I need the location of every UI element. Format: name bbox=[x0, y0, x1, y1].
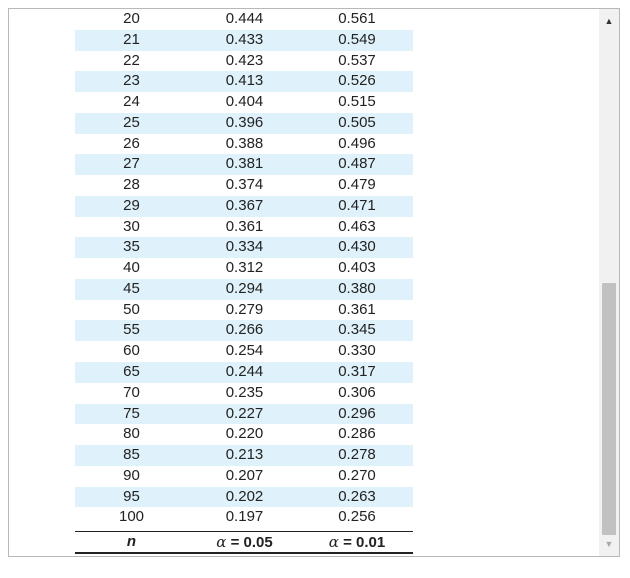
cell-alpha-005: 0.279 bbox=[225, 300, 264, 318]
cell-n: 40 bbox=[123, 259, 140, 277]
table-row bbox=[75, 507, 413, 528]
cell-alpha-005: 0.388 bbox=[225, 134, 264, 152]
table-row bbox=[75, 445, 413, 466]
table-row bbox=[75, 404, 413, 425]
cell-alpha-005: 0.381 bbox=[225, 155, 264, 173]
table-row bbox=[75, 466, 413, 487]
cell-alpha-005: 0.396 bbox=[225, 113, 264, 131]
cell-alpha-005: 0.413 bbox=[225, 72, 264, 90]
scrollbar-thumb[interactable] bbox=[602, 283, 616, 535]
critical-values-table bbox=[75, 9, 413, 554]
cell-alpha-005: 0.213 bbox=[225, 446, 264, 464]
vertical-scrollbar[interactable] bbox=[599, 9, 619, 556]
cell-alpha-005: 0.444 bbox=[225, 10, 264, 27]
cell-n: 25 bbox=[123, 113, 140, 131]
cell-alpha-001: 0.549 bbox=[338, 30, 376, 48]
cell-n: 90 bbox=[123, 466, 140, 484]
header-alpha-005 bbox=[188, 532, 301, 553]
table-row bbox=[75, 134, 413, 155]
cell-n: 26 bbox=[123, 134, 140, 152]
cell-n: 30 bbox=[123, 217, 140, 235]
table-row bbox=[75, 154, 413, 175]
table-row bbox=[75, 362, 413, 383]
cell-alpha-005: 0.361 bbox=[225, 217, 264, 235]
triangle-down-icon[interactable]: ▼ bbox=[604, 539, 614, 549]
cell-alpha-001: 0.471 bbox=[338, 196, 376, 214]
table-row bbox=[75, 300, 413, 321]
cell-alpha-005: 0.254 bbox=[225, 342, 264, 360]
cell-alpha-001: 0.403 bbox=[338, 259, 376, 277]
cell-n: 35 bbox=[123, 238, 140, 256]
cell-n: 29 bbox=[123, 196, 140, 214]
cell-n: 20 bbox=[123, 10, 140, 27]
cell-alpha-005: 0.367 bbox=[225, 196, 264, 214]
cell-alpha-001: 0.496 bbox=[338, 134, 376, 152]
cell-alpha-001: 0.430 bbox=[338, 238, 376, 256]
cell-alpha-001: 0.463 bbox=[338, 217, 376, 235]
cell-n: 22 bbox=[123, 51, 140, 69]
cell-n: 45 bbox=[123, 279, 140, 297]
alpha-symbol: α bbox=[328, 533, 339, 552]
content-area bbox=[9, 9, 599, 556]
cell-n: 60 bbox=[123, 342, 140, 360]
header-alpha-001 bbox=[301, 532, 413, 553]
table-row bbox=[75, 113, 413, 134]
table-row bbox=[75, 196, 413, 217]
alpha-value: 0.01 bbox=[356, 534, 386, 552]
table-row bbox=[75, 51, 413, 72]
cell-n: 80 bbox=[123, 425, 140, 443]
cell-alpha-005: 0.220 bbox=[225, 425, 264, 443]
cell-alpha-005: 0.433 bbox=[225, 30, 264, 48]
cell-n: 50 bbox=[123, 300, 140, 318]
cell-n: 23 bbox=[123, 72, 140, 90]
cell-n: 28 bbox=[123, 176, 140, 194]
cell-alpha-001: 0.515 bbox=[338, 93, 376, 111]
cell-alpha-001: 0.505 bbox=[338, 113, 376, 131]
cell-alpha-001: 0.345 bbox=[338, 321, 376, 339]
cell-alpha-001: 0.263 bbox=[338, 487, 376, 505]
cell-alpha-001: 0.256 bbox=[338, 508, 376, 526]
cell-n: 75 bbox=[123, 404, 140, 422]
table-row bbox=[75, 237, 413, 258]
scroll-view[interactable] bbox=[8, 8, 620, 557]
cell-n: 65 bbox=[123, 363, 140, 381]
table-row bbox=[75, 383, 413, 404]
cell-n: 55 bbox=[123, 321, 140, 339]
table-row bbox=[75, 320, 413, 341]
table-row bbox=[75, 258, 413, 279]
table-row bbox=[75, 279, 413, 300]
cell-alpha-005: 0.227 bbox=[225, 404, 264, 422]
cell-n: 27 bbox=[123, 155, 140, 173]
cell-alpha-001: 0.561 bbox=[338, 10, 376, 27]
cell-n: 100 bbox=[118, 508, 145, 526]
header-n: n bbox=[126, 533, 137, 551]
cell-n: 24 bbox=[123, 93, 140, 111]
cell-alpha-001: 0.317 bbox=[338, 363, 376, 381]
alpha-value: 0.05 bbox=[243, 534, 273, 552]
cell-alpha-005: 0.423 bbox=[225, 51, 264, 69]
cell-alpha-005: 0.312 bbox=[225, 259, 264, 277]
table-row bbox=[75, 92, 413, 113]
cell-alpha-001: 0.380 bbox=[338, 279, 376, 297]
cell-alpha-005: 0.235 bbox=[225, 383, 264, 401]
cell-alpha-001: 0.296 bbox=[338, 404, 376, 422]
triangle-up-icon[interactable]: ▲ bbox=[604, 16, 614, 26]
cell-alpha-001: 0.479 bbox=[338, 176, 376, 194]
table-body bbox=[75, 9, 413, 528]
cell-alpha-001: 0.526 bbox=[338, 72, 376, 90]
table-row bbox=[75, 424, 413, 445]
table-row bbox=[75, 9, 413, 30]
cell-alpha-001: 0.487 bbox=[338, 155, 376, 173]
cell-alpha-005: 0.266 bbox=[225, 321, 264, 339]
table-row bbox=[75, 30, 413, 51]
cell-alpha-001: 0.278 bbox=[338, 446, 376, 464]
equals-sign: = bbox=[230, 534, 240, 552]
table-row bbox=[75, 217, 413, 238]
cell-alpha-005: 0.334 bbox=[225, 238, 264, 256]
cell-n: 21 bbox=[123, 30, 140, 48]
cell-alpha-005: 0.404 bbox=[225, 93, 264, 111]
cell-n: 70 bbox=[123, 383, 140, 401]
alpha-symbol: α bbox=[216, 533, 227, 552]
cell-n: 95 bbox=[123, 487, 140, 505]
table-row bbox=[75, 71, 413, 92]
cell-alpha-001: 0.361 bbox=[338, 300, 376, 318]
cell-alpha-001: 0.306 bbox=[338, 383, 376, 401]
cell-alpha-005: 0.244 bbox=[225, 363, 264, 381]
table-row bbox=[75, 341, 413, 362]
cell-alpha-005: 0.207 bbox=[225, 466, 264, 484]
table-row bbox=[75, 175, 413, 196]
cell-alpha-001: 0.330 bbox=[338, 342, 376, 360]
cell-alpha-001: 0.537 bbox=[338, 51, 376, 69]
cell-alpha-001: 0.270 bbox=[338, 466, 376, 484]
cell-alpha-005: 0.374 bbox=[225, 176, 264, 194]
table-header-row bbox=[75, 531, 413, 554]
cell-alpha-005: 0.197 bbox=[225, 508, 264, 526]
equals-sign: = bbox=[343, 534, 352, 552]
cell-n: 85 bbox=[123, 446, 140, 464]
cell-alpha-005: 0.202 bbox=[225, 487, 264, 505]
table-row bbox=[75, 487, 413, 508]
cell-alpha-001: 0.286 bbox=[338, 425, 376, 443]
cell-alpha-005: 0.294 bbox=[225, 279, 264, 297]
